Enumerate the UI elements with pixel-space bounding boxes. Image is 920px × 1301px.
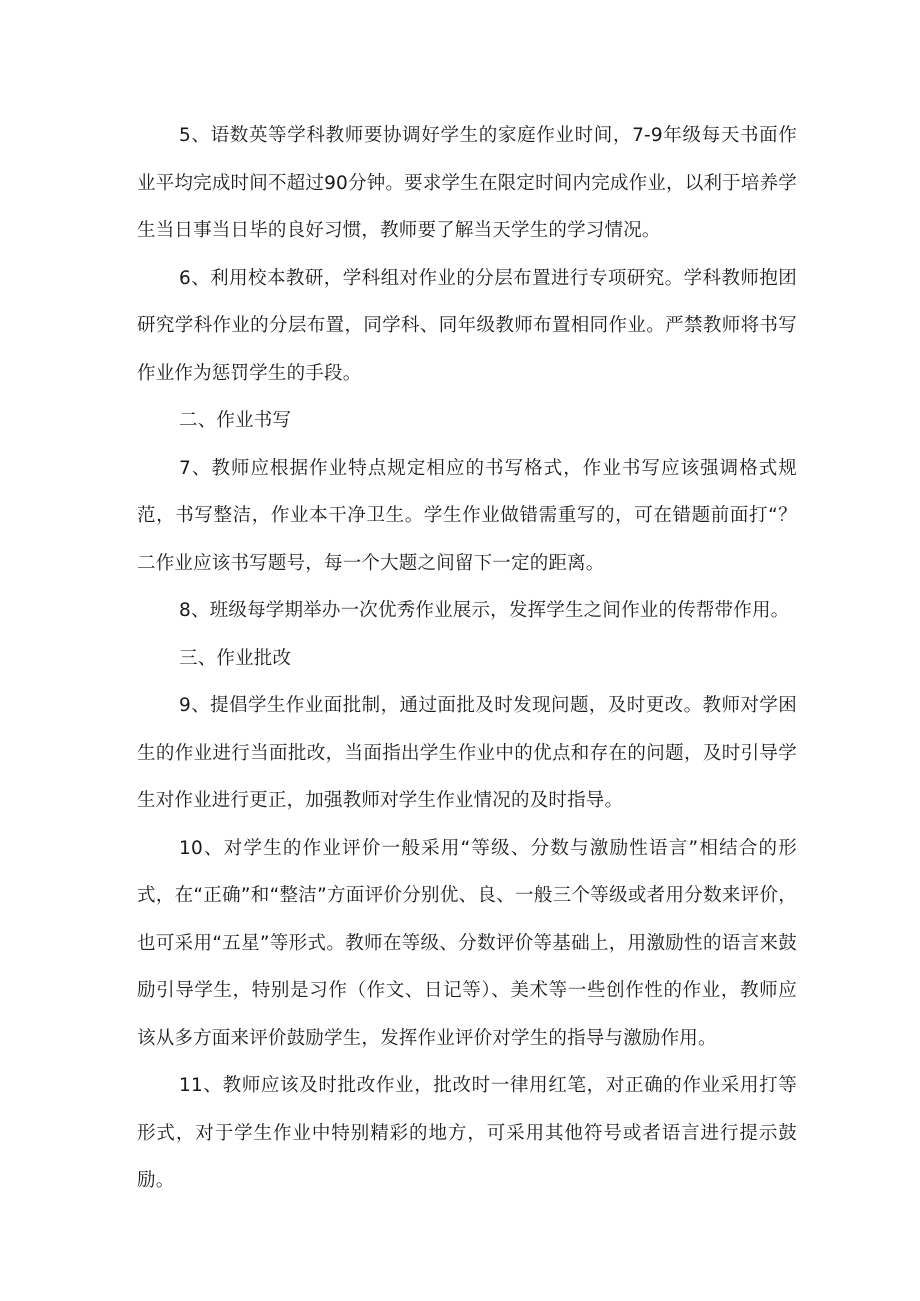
paragraph-item-10: 10、对学生的作业评价一般采用“等级、分数与激励性语言”相结合的形式，在“正确”和“整洁”方面评价分别优、良、一般三个等级或者用分数来评价，也可采用“五星”等形式。教师在等级、分数评价等基础上，用激励性的语言来鼓励引导学生，特别是习作（作文、日记等）、美术等一些创作性的作业，教师应该从多方面来评价鼓励学生，发挥作业评价对学生的指导与激励作用。 — [137, 837, 797, 1049]
paragraph-item-9: 9、提倡学生作业面批制，通过面批及时发现问题，及时更改。教师对学困生的作业进行当面批改，当面指出学生作业中的优点和存在的问题，及时引导学生对作业进行更正，加强教师对学生作业情况的及时指导。 — [137, 695, 797, 811]
paragraph-item-6: 6、利用校本教研，学科组对作业的分层布置进行专项研究。学科教师抱团研究学科作业的分层布置，同学科、同年级教师布置相同作业。严禁教师将书写作业作为惩罚学生的手段。 — [137, 267, 797, 384]
paragraph-item-11: 11、教师应该及时批改作业，批改时一律用红笔，对正确的作业采用打等形式，对于学生作业中特别精彩的地方，可采用其他符号或者语言进行提示鼓励。 — [137, 1075, 797, 1191]
paragraph-item-8: 8、班级每学期举办一次优秀作业展示，发挥学生之间作业的传帮带作用。 — [179, 600, 790, 621]
paragraph-item-5: 5、语数英等学科教师要协调好学生的家庭作业时间，7-9年级每天书面作业平均完成时间不超过90分钟。要求学生在限定时间内完成作业，以利于培养学生当日事当日毕的良好习惯，教师要了解当天学生的学习情况。 — [137, 125, 797, 241]
section-heading-writing: 二、作业书写 — [179, 410, 292, 431]
section-heading-grading: 三、作业批改 — [179, 647, 292, 669]
document-body — [137, 112, 797, 1205]
paragraph-item-7: 7、教师应根据作业特点规定相应的书写格式，作业书写应该强调格式规范，书写整洁，作业本干净卫生。学生作业做错需重写的，可在错题前面打“？二作业应该书写题号，每一个大题之间留下一定的距离。 — [137, 457, 797, 574]
